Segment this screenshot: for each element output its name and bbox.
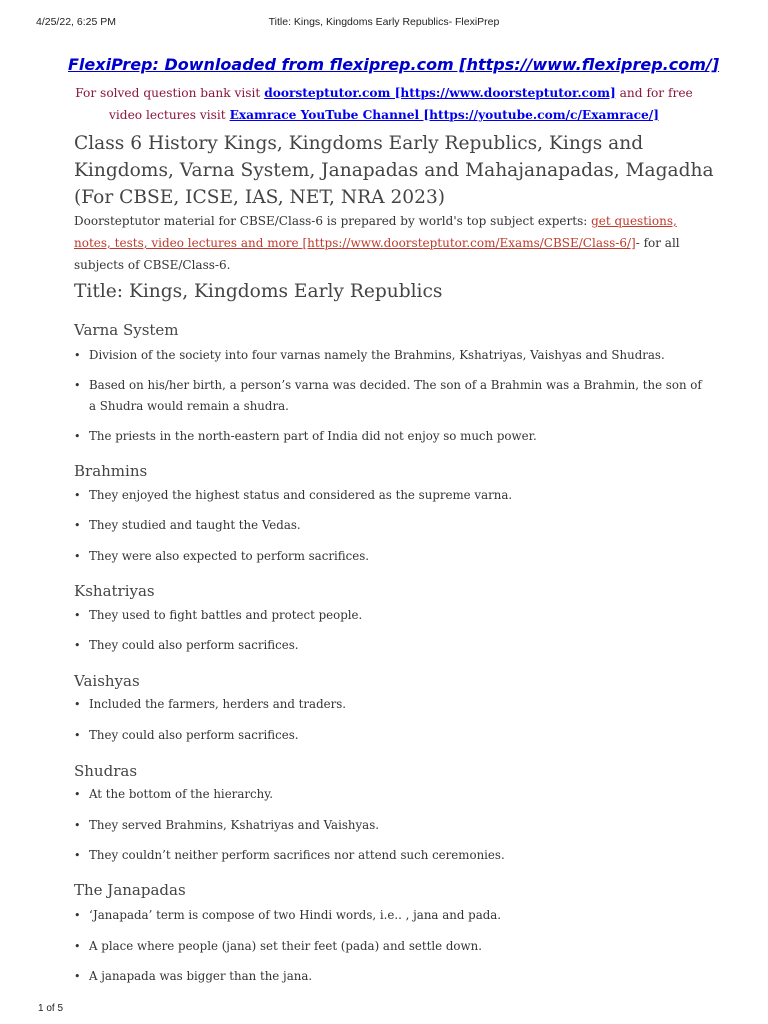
- title-heading: Title: Kings, Kingdoms Early Republics: [74, 281, 443, 302]
- list-item: [74, 966, 704, 987]
- bullet-icon: •: [74, 729, 81, 742]
- list-item-text: They could also perform sacrifices.: [89, 728, 299, 742]
- bullet-icon: •: [74, 379, 81, 392]
- intro-tail: - for all subjects of CBSE/Class-6.: [74, 236, 680, 272]
- list-item-text: Based on his/her birth, a person’s varna was decided. The son of a Brahmin was a Brahmin, the son of a Shudra would remain a shudra.: [89, 378, 702, 413]
- section-heading-brahmins: Brahmins: [74, 462, 148, 480]
- list-item: [74, 546, 704, 567]
- intro-paragraph: [74, 210, 698, 276]
- list-item-text: They used to fight battles and protect people.: [89, 608, 363, 622]
- list-item: [74, 936, 704, 957]
- bullet-icon: •: [74, 940, 81, 953]
- bullet-icon: •: [74, 489, 81, 502]
- list-item: [74, 345, 704, 366]
- list-item: [74, 784, 704, 805]
- list-item: [74, 815, 704, 836]
- list-item-text: Division of the society into four varnas namely the Brahmins, Kshatriyas, Vaishyas and Shudras.: [89, 348, 665, 362]
- bullet-icon: •: [74, 788, 81, 801]
- bullet-icon: •: [74, 698, 81, 711]
- promo-text: [60, 82, 708, 126]
- list-item: [74, 725, 704, 746]
- list-item-text: They enjoyed the highest status and considered as the supreme varna.: [89, 488, 513, 502]
- print-page-title: Title: Kings, Kingdoms Early Republics- FlexiPrep: [268, 16, 500, 28]
- bullet-icon: •: [74, 909, 81, 922]
- page-indicator: 1 of 5: [38, 1003, 64, 1014]
- list-item: [74, 694, 704, 715]
- list-item: [74, 515, 704, 536]
- list-item-text: A place where people (jana) set their feet (pada) and settle down.: [89, 939, 482, 953]
- list-item: [74, 605, 704, 626]
- bullet-icon: •: [74, 970, 81, 983]
- examrace-youtube-link[interactable]: Examrace YouTube Channel [https://youtube.com/c/Examrace/]: [229, 108, 659, 122]
- section-heading-shudras: Shudras: [74, 762, 138, 780]
- list-item-text: They could also perform sacrifices.: [89, 638, 299, 652]
- list-item-text: They studied and taught the Vedas.: [89, 518, 301, 532]
- list-item: [74, 375, 704, 417]
- list-item-text: They were also expected to perform sacrifices.: [89, 549, 369, 563]
- bullet-icon: •: [74, 639, 81, 652]
- main-heading: Class 6 History Kings, Kingdoms Early Republics, Kings and Kingdoms, Varna System, Janapadas and Mahajanapadas, Magadha (For CBSE, ICSE, IAS, NET, NRA 2023): [74, 133, 714, 208]
- list-item-text: Included the farmers, herders and traders.: [89, 697, 347, 711]
- bullet-icon: •: [74, 849, 81, 862]
- print-header: [36, 16, 732, 30]
- doorsteptutor-link[interactable]: doorsteptutor.com [https://www.doorsteptutor.com]: [264, 86, 616, 100]
- list-item-text: A janapada was bigger than the jana.: [89, 969, 313, 983]
- section-heading-varna: Varna System: [74, 321, 179, 339]
- list-item: [74, 635, 704, 656]
- list-item: [74, 426, 704, 447]
- bullet-icon: •: [74, 349, 81, 362]
- list-item: [74, 485, 704, 506]
- list-item-text: ‘Janapada’ term is compose of two Hindi words, i.e.. , jana and pada.: [89, 908, 502, 922]
- section-heading-janapadas: The Janapadas: [74, 881, 186, 899]
- list-item-text: At the bottom of the hierarchy.: [89, 787, 274, 801]
- list-item-text: They served Brahmins, Kshatriyas and Vaishyas.: [89, 818, 380, 832]
- flexiprep-banner-link[interactable]: FlexiPrep: Downloaded from flexiprep.com [https://www.flexiprep.com/]: [68, 55, 720, 74]
- section-heading-kshatriyas: Kshatriyas: [74, 582, 155, 600]
- list-item: [74, 845, 704, 866]
- promo-text-1: For solved question bank visit: [75, 86, 261, 100]
- study-material-link[interactable]: get questions, notes, tests, video lectures and more [https://www.doorsteptutor.com/Exams/CBSE/Class-6/]: [74, 214, 677, 250]
- list-item-text: They couldn’t neither perform sacrifices nor attend such ceremonies.: [89, 848, 505, 862]
- print-date: 4/25/22, 6:25 PM: [36, 16, 116, 28]
- bullet-icon: •: [74, 519, 81, 532]
- list-item: [74, 905, 704, 926]
- bullet-icon: •: [74, 609, 81, 622]
- intro-text: Doorsteptutor material for CBSE/Class-6 is prepared by world's top subject experts:: [74, 214, 588, 228]
- bullet-icon: •: [74, 819, 81, 832]
- bullet-icon: •: [74, 550, 81, 563]
- list-item-text: The priests in the north-eastern part of India did not enjoy so much power.: [89, 429, 537, 443]
- bullet-icon: •: [74, 430, 81, 443]
- section-heading-vaishyas: Vaishyas: [74, 672, 140, 690]
- promo-text-2: and for free video lectures visit: [108, 86, 693, 122]
